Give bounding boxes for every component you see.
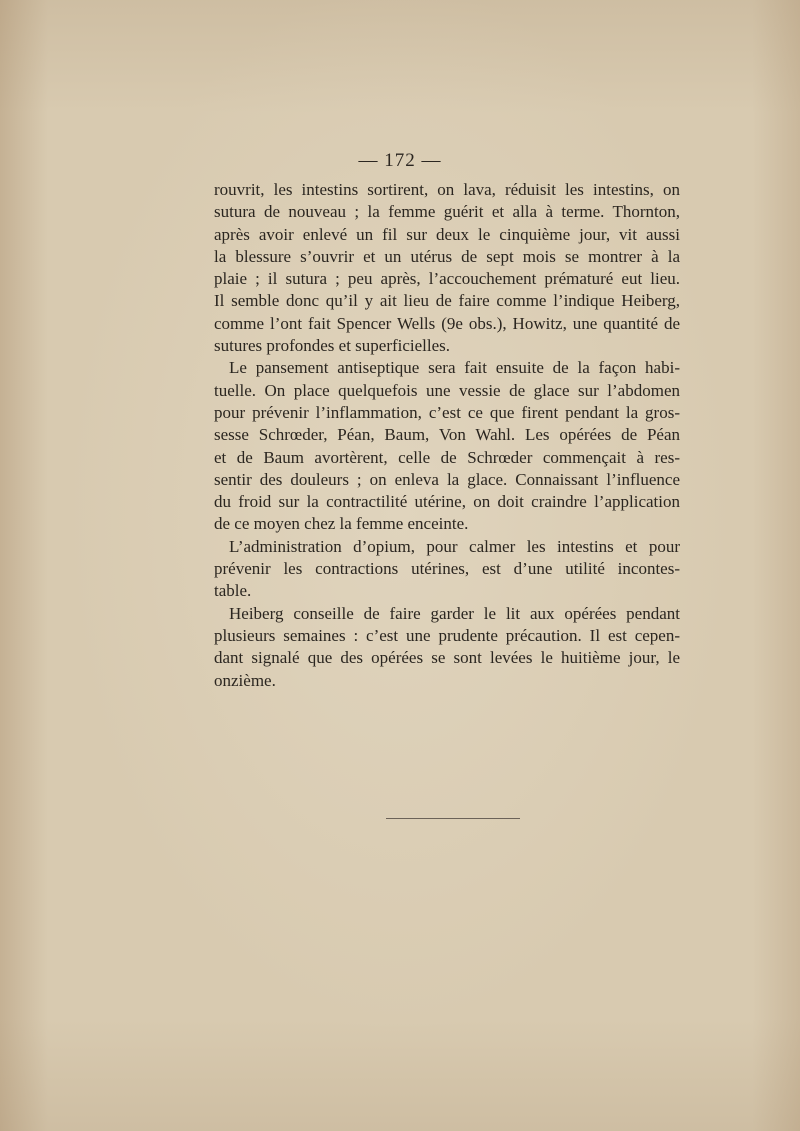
text-line: table. [214,581,252,601]
text-line: sesse Schrœder, Péan, Baum, Von Wahl. Les opérées de Péan [214,425,680,445]
text-line: Le pansement antiseptique sera fait ensuite de la façon habi- [229,358,680,378]
text-line: Heiberg conseille de faire garder le lit aux opérées pendant [229,603,680,623]
text-line: après avoir enlevé un fil sur deux le cinquième jour, vit aussi [214,224,680,244]
text-line: dant signalé que des opérées se sont levées le huitième jour, le [214,648,680,668]
paragraph [214,179,680,357]
text-line: sentir des douleurs ; on enleva la glace. Connaissant l’influence [214,469,680,489]
text-line: Il semble donc qu’il y ait lieu de faire comme l’indique Heiberg, [214,291,680,311]
text-line: et de Baum avortèrent, celle de Schrœder commençait à res- [214,447,680,467]
text-line: de ce moyen chez la femme enceinte. [214,514,469,534]
text-line: sutura de nouveau ; la femme guérit et alla à terme. Thornton, [214,202,680,222]
text-line: tuelle. On place quelquefois une vessie de glace sur l’abdomen [214,380,680,400]
paragraph [214,603,680,692]
text-line: prévenir les contractions utérines, est d’une utilité incontes- [214,559,680,579]
paragraph [214,536,680,603]
body-text [214,179,680,692]
text-line: du froid sur la contractilité utérine, on doit craindre l’application [214,492,680,512]
text-line: pour prévenir l’inflammation, c’est ce que firent pendant la gros- [214,402,680,422]
end-rule [386,818,520,819]
text-line: la blessure s’ouvrir et un utérus de sept mois se montrer à la [214,246,680,266]
page-number: — 172 — [358,150,442,171]
text-line: comme l’ont fait Spencer Wells (9e obs.), Howitz, une quantité de [214,313,680,333]
text-line: sutures profondes et superficielles. [214,336,451,356]
text-line: plusieurs semaines : c’est une prudente précaution. Il est cepen- [214,625,680,645]
text-line: L’administration d’opium, pour calmer les intestins et pour [229,536,680,556]
text-line: plaie ; il sutura ; peu après, l’accouchement prématuré eut lieu. [214,269,680,289]
text-line: onzième. [214,670,276,690]
text-line: rouvrit, les intestins sortirent, on lava, réduisit les intestins, on [214,180,680,199]
paragraph [214,357,680,535]
